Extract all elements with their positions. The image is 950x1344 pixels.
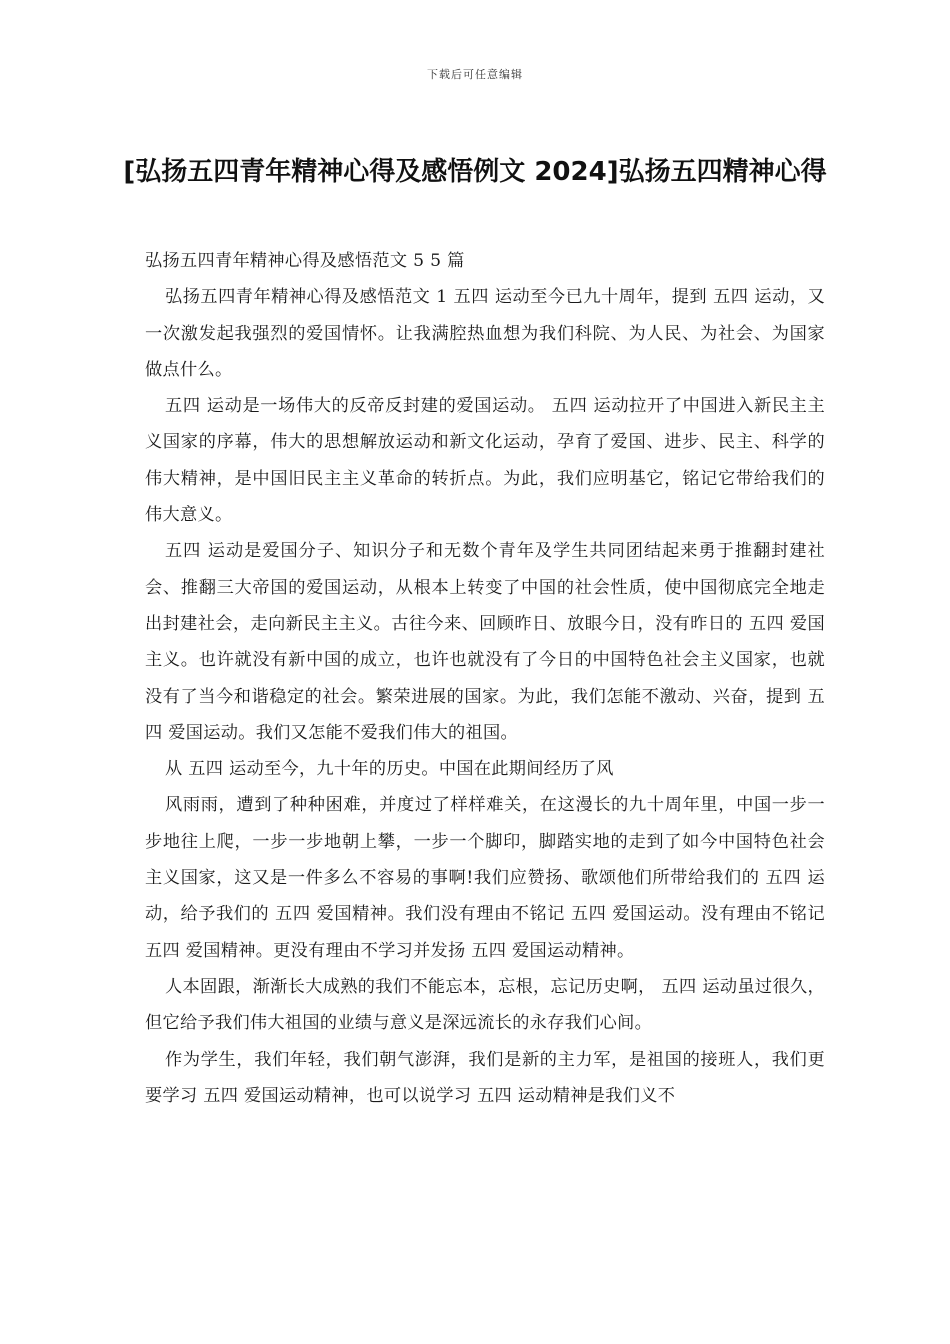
paragraph-subtitle: 弘扬五四青年精神心得及感悟范文 5 5 篇	[145, 251, 465, 271]
paragraph: 弘扬五四青年精神心得及感悟范文 1 五四 运动至今已九十周年，提到 五四 运动，又一次激发起我强烈的爱国情怀。让我满腔热血想为我们科院、为人民、为社会、为国家做点什么。	[145, 287, 825, 380]
paragraph: 五四 运动是一场伟大的反帝反封建的爱国运动。 五四 运动拉开了中国进入新民主主义国家的序幕，伟大的思想解放运动和新文化运动，孕育了爱国、进步、民主、科学的伟大精神，是中国旧民主主义革命的转折点。为此，我们应明基它，铭记它带给我们的伟大意义。	[145, 396, 825, 526]
paragraph: 五四 运动是爱国分子、知识分子和无数个青年及学生共同团结起来勇于推翻封建社会、推翻三大帝国的爱国运动，从根本上转变了中国的社会性质，使中国彻底完全地走出封建社会，走向新民主主义。古往今来、回顾昨日、放眼今日，没有昨日的 五四 爱国主义。也许就没有新中国的成立，也许也就没有了今日的中国特色社会主义国家，也就没有了当今和谐稳定的社会。繁荣进展的国家。为此，我们怎能不激动、兴奋，提到 五四 爱国运动。我们又怎能不爱我们伟大的祖国。	[145, 541, 825, 743]
document-title: [弘扬五四青年精神心得及感悟例文 2024]弘扬五四精神心得	[123, 157, 827, 187]
header-note: 下载后可任意编辑	[427, 68, 523, 81]
document-body	[145, 243, 825, 1114]
paragraph: 作为学生，我们年轻，我们朝气澎湃，我们是新的主力军，是祖国的接班人，我们更要学习 五四 爱国运动精神，也可以说学习 五四 运动精神是我们义不	[145, 1049, 825, 1106]
paragraph: 从 五四 运动至今，九十年的历史。中国在此期间经历了风	[165, 759, 614, 780]
paragraph: 风雨雨，遭到了种种困难，并度过了样样难关，在这漫长的九十周年里，中国一步一步地往上爬，一步一步地朝上攀，一步一个脚印，脚踏实地的走到了如今中国特色社会主义国家，这又是一件多么不容易的事啊!我们应赞扬、歌颂他们所带给我们的 五四 运动，给予我们的 五四 爱国精神。我们没有理由不铭记 五四 爱国运动。没有理由不铭记 五四 爱国精神。更没有理由不学习并发扬 五四 爱国运动精神。	[145, 795, 825, 961]
paragraph: 人本固跟，渐渐长大成熟的我们不能忘本，忘根，忘记历史啊， 五四 运动虽过很久，但它给予我们伟大祖国的业绩与意义是深远流长的永存我们心间。	[145, 976, 825, 1034]
